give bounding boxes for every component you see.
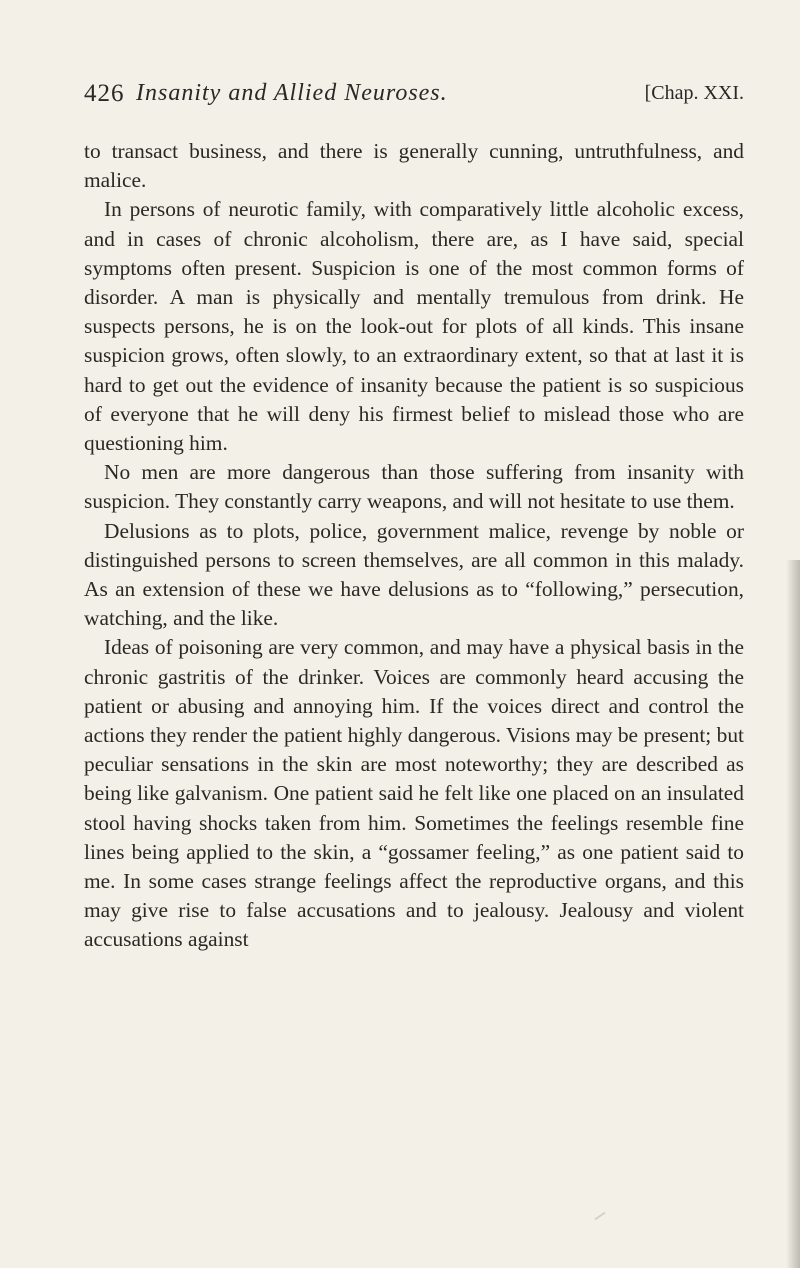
body-text	[84, 137, 744, 955]
paragraph-poisoning: Ideas of poisoning are very common, and may have a physical basis in the chronic gastritis of the drinker. Voices are commonly heard accusing the patient or abusing and annoying him. If the voices direct and control the actions they render the patient highly dangerous. Visions may be present; but peculiar sensations in the skin are most noteworthy; they are described as being like galvanism. One patient said he felt like one placed on an insulated stool having shocks taken from him. Sometimes the feelings resemble fine lines being applied to the skin, a “gossamer feeling,” as one patient said to me. In some cases strange feelings affect the reproductive organs, and this may give rise to false accusations and to jealousy. Jealousy and violent accusations against	[84, 635, 744, 952]
paragraph-delusions: Delusions as to plots, police, government malice, revenge by noble or distinguished persons to screen themselves, are all common in this malady. As an extension of these we have delusions as to “following,” persecution, watching, and the like.	[84, 518, 744, 631]
chapter-label: [Chap. XXI.	[644, 82, 744, 104]
paragraph-suspicion: In persons of neurotic family, with comparatively little alcoholic excess, and in cases of chronic alcoholism, there are, as I have said, special symptoms often present. Suspicion is one of the most common forms of disorder. A man is physically and mentally tremulous from drink. He suspects persons, he is on the look-out for plots of all kinds. This insane suspicion grows, often slowly, to an extraordinary extent, so that at last it is hard to get out the evidence of insanity because the patient is so suspicious of everyone that he will deny his firmest belief to mislead those who are questioning him.	[84, 197, 744, 456]
paragraph-continued: to transact business, and there is generally cunning, untruthfulness, and malice.	[84, 139, 744, 193]
paragraph-danger: No men are more dangerous than those suffering from insanity with suspicion. They constantly carry weapons, and will not hesitate to use them.	[84, 460, 744, 514]
running-head	[84, 80, 744, 114]
paper-speck	[595, 1212, 606, 1221]
page-edge-shadow	[786, 560, 800, 1268]
page-number: 426	[84, 80, 125, 107]
running-title: Insanity and Allied Neuroses.	[136, 80, 448, 106]
